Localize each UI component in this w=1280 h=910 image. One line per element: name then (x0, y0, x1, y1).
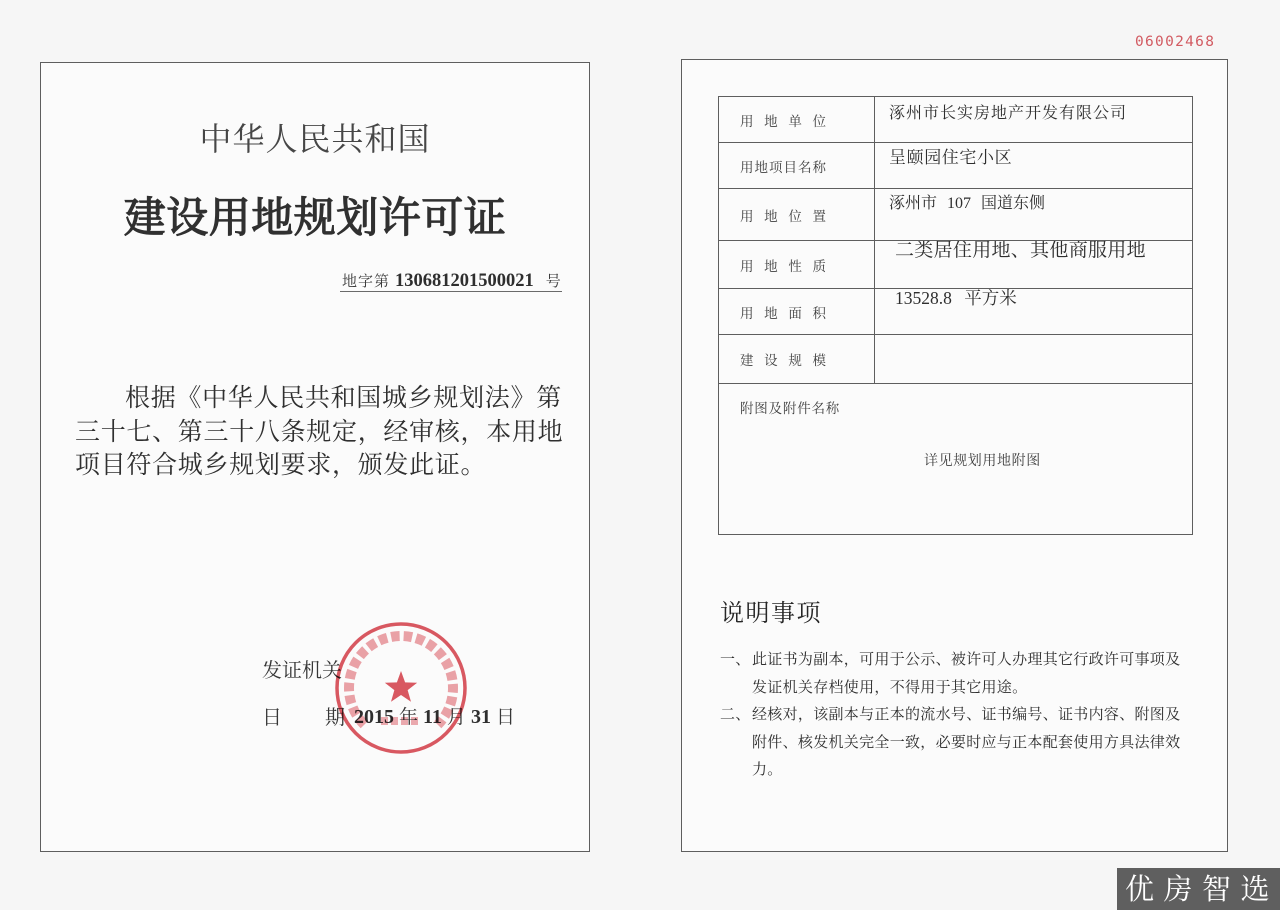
attachments-cell (719, 384, 1192, 534)
issuing-authority-label: 发证机关 (262, 660, 342, 682)
label-char: 地 (764, 113, 778, 130)
cert-no-prefix: 地字第 (342, 274, 391, 290)
note-item (720, 702, 1180, 785)
permit-details-page (681, 59, 1228, 852)
notes-title: 说明事项 (720, 599, 822, 627)
field-value-project-name: 呈颐园住宅小区 (875, 143, 1192, 189)
field-label-land-use-type (719, 241, 875, 289)
label-char: 地 (754, 159, 768, 176)
attachments-label: 附图及附件名称 (740, 401, 841, 417)
label-text (740, 349, 826, 369)
label-text (740, 205, 826, 225)
issue-month: 11 (423, 706, 442, 728)
note-line: 附件、核发机关完全一致，必要时应与正本配套使用方具法律效 (752, 734, 1181, 751)
field-value-location: 涿州市 107 国道东侧 (875, 189, 1192, 241)
label-text (740, 156, 826, 176)
permit-title: 建设用地规划许可证 (123, 196, 507, 242)
statement-line: 根据《中华人民共和国城乡规划法》第 (125, 385, 562, 412)
day-unit: 日 (495, 707, 515, 728)
cert-no-value: 130681201500021 (395, 271, 534, 291)
label-char: 积 (812, 305, 826, 322)
label-char: 用 (740, 159, 754, 176)
field-value-land-user: 涿州市长实房地产开发有限公司 (875, 97, 1192, 143)
note-line: 此证书为副本，可用于公示、被许可人办理其它行政许可事项及 (752, 652, 1181, 668)
field-label-construction-scale (719, 335, 875, 384)
statement-line: 三十七、第三十八条规定，经审核，本用地 (75, 418, 564, 446)
note-line: 发证机关存档使用，不得用于其它用途。 (752, 679, 1028, 696)
label-char: 目 (783, 159, 797, 176)
official-seal (333, 620, 469, 756)
label-char: 地 (764, 305, 778, 322)
issue-year: 2015 (354, 706, 394, 728)
field-label-project-name (719, 143, 875, 189)
year-unit: 年 (399, 707, 419, 728)
label-char: 用 (740, 305, 754, 322)
note-item (720, 647, 1180, 702)
permit-cover-page (40, 62, 590, 852)
label-text (740, 110, 826, 130)
label-text (740, 255, 826, 275)
label-char: 设 (764, 353, 778, 369)
field-value-land-area: 13528.8 平方米 (875, 289, 1192, 335)
label-text (740, 302, 826, 322)
label-char: 名 (798, 159, 812, 176)
label-char: 质 (812, 258, 826, 275)
label-char: 项 (769, 159, 783, 176)
label-char: 称 (812, 159, 826, 176)
attachments-value: 详见规划用地附图 (924, 453, 1041, 469)
notes-list (720, 647, 1180, 785)
month-unit: 月 (446, 707, 466, 728)
cert-no-suffix: 号 (545, 274, 561, 290)
label-char: 用 (740, 208, 754, 225)
date-label-second-char: 期 (325, 707, 345, 729)
date-label-first-char: 日 (262, 707, 282, 729)
note-line: 力。 (752, 762, 783, 778)
label-char: 用 (740, 258, 754, 275)
label-char: 地 (764, 208, 778, 225)
label-char: 单 (788, 113, 802, 130)
note-marker: 一、 (720, 652, 751, 668)
label-char: 位 (788, 208, 802, 225)
statement-line: 项目符合城乡规划要求，颁发此证。 (75, 452, 487, 479)
field-label-location (719, 189, 875, 241)
field-label-land-area (719, 289, 875, 335)
label-char: 地 (764, 258, 778, 275)
land-use-info-table (718, 96, 1193, 535)
label-char: 规 (788, 353, 802, 369)
field-value-land-use-type: 二类居住用地、其他商服用地 (875, 241, 1192, 289)
permit-statement (75, 382, 563, 483)
seal-star-icon (385, 671, 417, 702)
field-value-construction-scale (875, 335, 1192, 384)
note-marker: 二、 (720, 707, 751, 723)
label-char: 性 (788, 258, 802, 275)
label-char: 用 (740, 113, 754, 130)
label-char: 位 (812, 113, 826, 130)
note-text (752, 647, 1180, 702)
issue-day: 31 (470, 706, 491, 728)
note-text (752, 702, 1180, 785)
certificate-number (340, 270, 562, 292)
label-char: 面 (788, 305, 802, 322)
country-name: 中华人民共和国 (199, 121, 431, 157)
watermark-badge: 优房智选 (1117, 868, 1280, 910)
field-label-land-user (719, 97, 875, 143)
label-char: 置 (812, 208, 826, 225)
note-line: 经核对，该副本与正本的流水号、证书编号、证书内容、附图及 (752, 707, 1181, 723)
serial-number: 06002468 (1135, 34, 1216, 50)
label-char: 建 (740, 353, 754, 369)
label-char: 模 (812, 353, 826, 369)
